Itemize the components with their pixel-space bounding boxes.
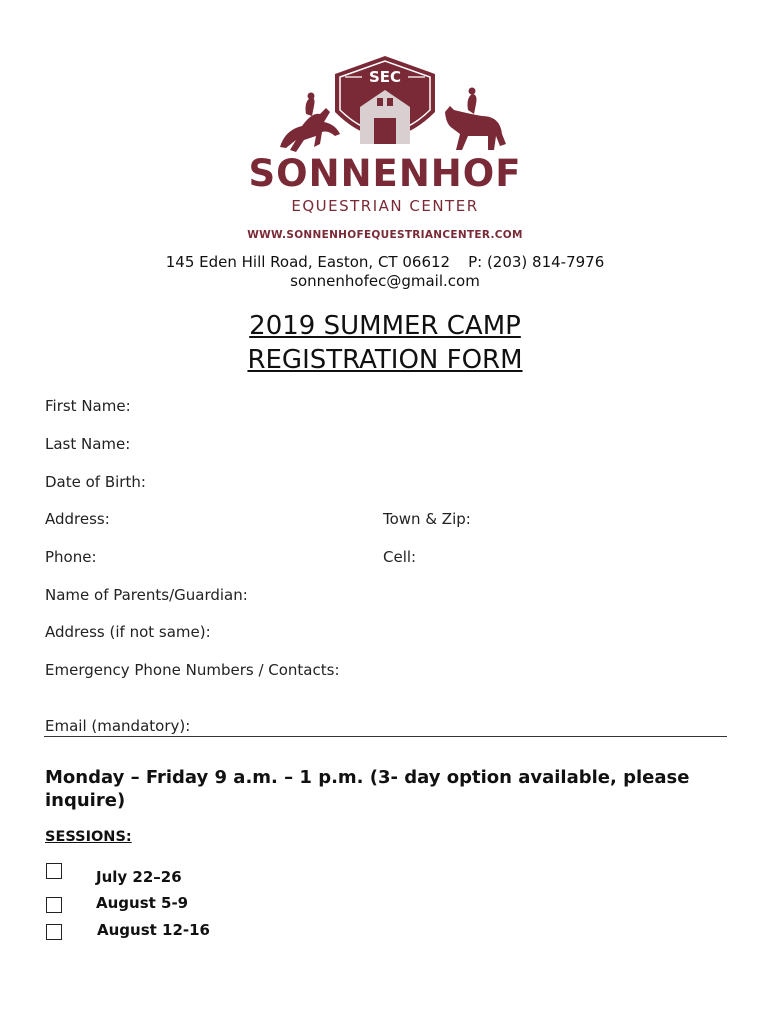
town-zip-field[interactable]: Town & Zip: xyxy=(383,510,471,528)
form-title-line2: REGISTRATION FORM xyxy=(247,345,523,375)
form-title-line1: 2019 SUMMER CAMP xyxy=(249,311,521,341)
session-checkbox-august-12[interactable] xyxy=(46,924,62,940)
cell-field[interactable]: Cell: xyxy=(383,548,417,566)
sessions-heading: SESSIONS: xyxy=(45,829,132,845)
session-label-august-12: August 12-16 xyxy=(97,921,210,939)
phone-field[interactable]: Phone: xyxy=(45,548,97,566)
dob-field[interactable]: Date of Birth: xyxy=(45,473,146,491)
contact-address-line xyxy=(0,253,770,271)
first-name-field[interactable]: First Name: xyxy=(45,397,131,415)
session-checkbox-july[interactable] xyxy=(46,863,62,879)
email-field[interactable]: Email (mandatory): xyxy=(45,717,191,735)
contact-address: 145 Eden Hill Road, Easton, CT 06612 xyxy=(165,253,451,271)
brand-subtitle: EQUESTRIAN CENTER xyxy=(291,197,479,215)
parents-field[interactable]: Name of Parents/Guardian: xyxy=(45,586,248,604)
contact-phone: P: (203) 814-7976 xyxy=(468,253,605,271)
session-checkbox-august-5[interactable] xyxy=(46,897,62,913)
brand-website[interactable]: WWW.SONNENHOFEQUESTRIANCENTER.COM xyxy=(247,229,523,241)
logo-monogram: SEC xyxy=(368,68,402,86)
address-field[interactable]: Address: xyxy=(45,510,110,528)
brand-name: SONNENHOF xyxy=(248,152,522,195)
last-name-field[interactable]: Last Name: xyxy=(45,435,131,453)
contact-email[interactable]: sonnenhofec@gmail.com xyxy=(290,272,480,290)
session-label-august-5: August 5-9 xyxy=(96,894,189,912)
emergency-contacts-field[interactable]: Emergency Phone Numbers / Contacts: xyxy=(45,661,340,679)
camp-hours: Monday – Friday 9 a.m. – 1 p.m. (3- day option available, please inquire) xyxy=(45,767,690,811)
alt-address-field[interactable]: Address (if not same): xyxy=(45,623,211,641)
email-underline xyxy=(44,735,727,737)
dressage-horse-icon xyxy=(445,106,506,150)
session-label-july: July 22–26 xyxy=(96,868,182,886)
